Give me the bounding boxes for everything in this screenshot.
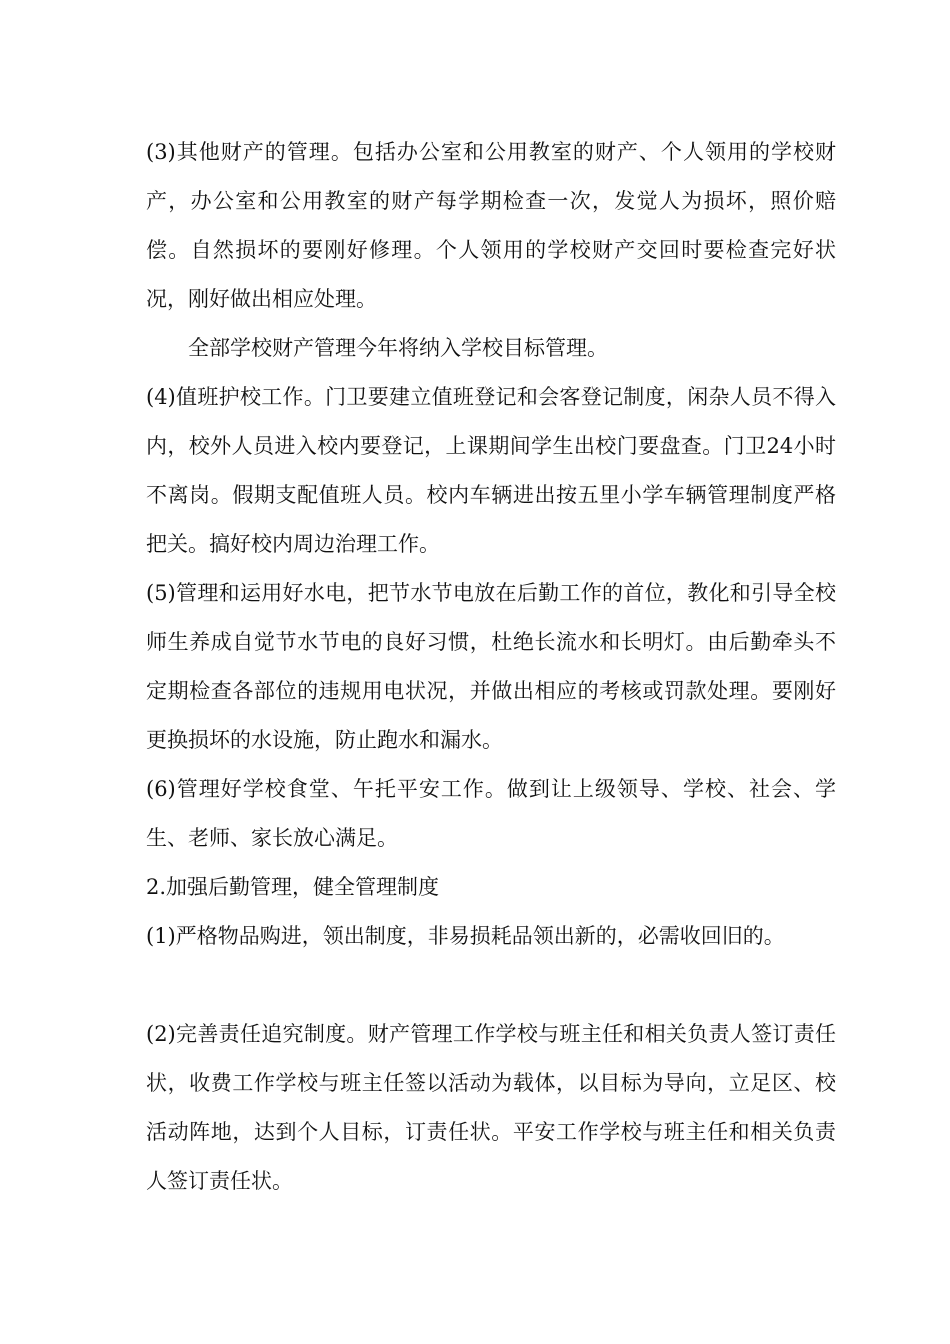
paragraph-responsibility-system: (2)完善责任追究制度。财产管理工作学校与班主任和相关负责人签订责任状，收费工作学校与班主任签以活动为载体，以目标为导向，立足区、校活动阵地，达到个人目标，订责任状。平安工作学校与班主任和相关负责人签订责任状。 [146,1022,836,1193]
document-body [146,128,836,1206]
paragraph-water-electricity: (5)管理和运用好水电，把节水节电放在后勤工作的首位，教化和引导全校师生养成自觉节水节电的良好习惯，杜绝长流水和长明灯。由后勤牵头不定期检查各部位的违规用电状况，并做出相应的考核或罚款处理。要刚好更换损坏的水设施，防止跑水和漏水。 [146,581,836,752]
paragraph-canteen-safety: (6)管理好学校食堂、午托平安工作。做到让上级领导、学校、社会、学生、老师、家长放心满足。 [146,777,836,850]
paragraph-purchase-system: (1)严格物品购进，领出制度，非易损耗品领出新的，必需收回旧的。 [146,924,785,948]
section-heading-logistics: 2.加强后勤管理，健全管理制度 [146,875,440,899]
paragraph-target-management: 全部学校财产管理今年将纳入学校目标管理。 [188,336,608,360]
paragraph-duty-guard: (4)值班护校工作。门卫要建立值班登记和会客登记制度，闲杂人员不得入内，校外人员进入校内要登记，上课期间学生出校门要盘查。门卫24小时不离岗。假期支配值班人员。校内车辆进出按五里小学车辆管理制度严格把关。搞好校内周边治理工作。 [146,385,836,556]
paragraph-property-management: (3)其他财产的管理。包括办公室和公用教室的财产、个人领用的学校财产，办公室和公用教室的财产每学期检查一次，发觉人为损坏，照价赔偿。自然损坏的要刚好修理。个人领用的学校财产交回时要检查完好状况，刚好做出相应处理。 [146,140,836,311]
